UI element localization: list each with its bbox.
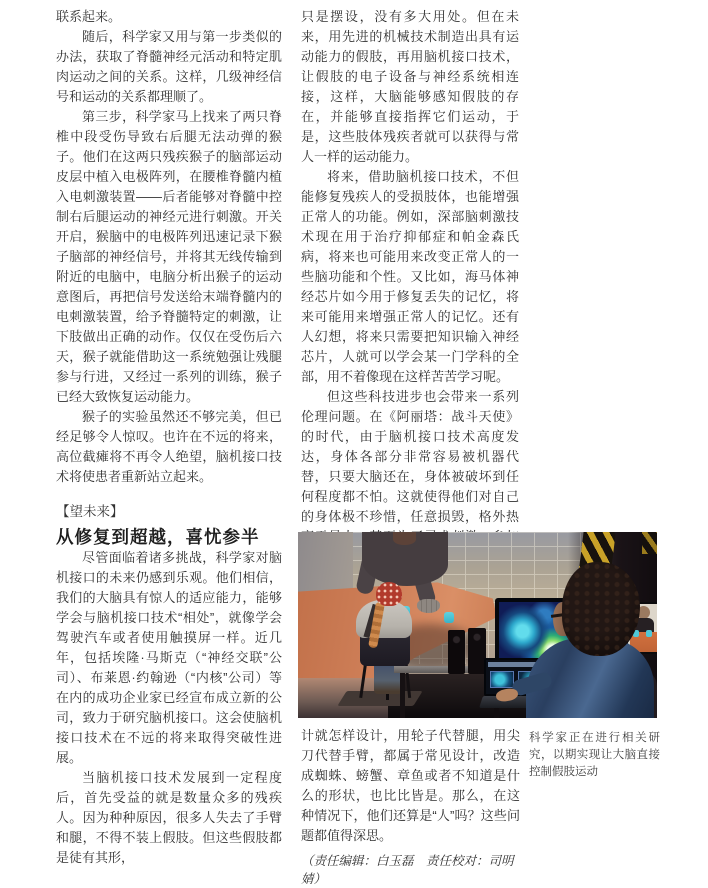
- paragraph-continuation: 联系起来。: [56, 9, 122, 24]
- editor-credit-line: （责任编辑：白玉磊 责任校对：司明婧）: [301, 854, 514, 886]
- paragraph: 猴子的实验虽然还不够完美，但已经足够令人惊叹。也许在不远的将来，高位截瘫将不再令人绝望，脑机接口技术将使患者重新站立起来。: [56, 409, 282, 484]
- section-title: 从修复到超越，喜忧参半: [56, 527, 260, 547]
- right-column-continued: [301, 726, 520, 888]
- photo-speaker: [448, 630, 465, 674]
- photo-eeg-cap: [376, 582, 402, 606]
- paragraph: 第三步，科学家马上找来了两只脊椎中段受伤导致右后腿无法动弹的猴子。他们在这两只残疾猴子的脑部运动皮层中植入电极阵列，在腰椎脊髓内植入电刺激装置——后者能够对脊髓中控制右后腿运动的神经元进行刺激。开关开启，猴脑中的电极阵列迅速记录下猴子脑部的神经信号，并将其无线传输到附近的电脑中，电脑分析出猴子的运动意图后，再把信号发送给末端脊髓内的电刺激装置，给予脊髓特定的刺激，让下肢做出正确的动作。仅仅在受伤后六天，猴子就能借助这一系统勉强让残腿参与行进，又经过一系列的训练，猴子已经大致恢复运动能力。: [56, 109, 282, 404]
- paragraph-continuation: 计就怎样设计，用轮子代替腿，用尖刀代替手臂，都属于常见设计，改造成蜘蛛、螃蟹、章鱼或者不知道是什么的形状，也比比皆是。那么，在这种情况下，他们还算是“人”吗？这些问题都值得深思。: [301, 728, 520, 843]
- photo-researcher-hair: [562, 562, 640, 656]
- photo-cyan-cup: [444, 612, 454, 623]
- paragraph: 但这些科技进步也会带来一系列伦理问题。在《阿丽塔：战斗天使》的时代，由于脑机接口技术高度发达，身体各部分非常容易被机器代替，只要大脑还在，身体被破坏到任何程度都不怕。这就使得他们对自己的身体极不珍惜，任意损毁，格外热: [301, 389, 519, 524]
- photo-laptop-window: [490, 671, 514, 688]
- paragraph: 将来，借助脑机接口技术，不但能修复残疾人的受损肢体，也能增强正常人的功能。例如，深部脑刺激技术现在用于治疗抑郁症和帕金森氏病，将来也可能用来改变正常人的一些脑功能和个性。又比如，海马体神经芯片如今用于修复丢失的记忆，将来可能用来增强正常人的记忆。还有人幻想，将来只需要把知识输入神经芯片，人就可以学会某一门学科的全部，用不着像现在这样苦苦学习呢。: [301, 169, 519, 384]
- paragraph-continuation: 只是摆设，没有多大用处。但在未来，用先进的机械技术制造出具有运动能力的假肢，再用脑机接口技术，让假肢的电子设备与神经系统相连接，这样，大脑能够感知假肢的存在，并能够直接指挥它们运动，于是，这些肢体残疾者就可以获得与常人一样的运动能力。: [301, 9, 519, 164]
- lab-photo: [298, 532, 657, 718]
- photo-caption: 科学家正在进行相关研究，以期实现让大脑直接控制假肢运动: [529, 732, 660, 778]
- right-column: [301, 7, 519, 607]
- section-tag: 【望未来】: [56, 504, 124, 519]
- photo-table-leg: [400, 673, 405, 718]
- paragraph: 当脑机接口技术发展到一定程度后，首先受益的就是数量众多的残疾人。因为种种原因，很多人失去了手臂和腿，不得不装上假肢。但这些假肢都是徒有其形，: [56, 770, 282, 865]
- left-column: [56, 7, 282, 868]
- paragraph: 尽管面临着诸多挑战，科学家对脑机接口的未来仍感到乐观。他们相信，我们的大脑具有惊人的适应能力，能够学会与脑机接口技术“相处”，就像学会驾驶汽车或者使用触摸屏一样。近几年，包括埃隆·马斯克（“神经交联”公司）、布莱恩·约翰逊（“内核”公司）等在内的成功企业家已经宣布成立新的公司，致力于研究脑机接口。这会使脑机接口技术在不远的将来取得突破性进展。: [56, 550, 282, 765]
- photo-side-display-cup: [646, 630, 652, 637]
- photo-avatar-head: [393, 532, 416, 545]
- paragraph: 随后，科学家又用与第一步类似的办法，获取了脊髓神经元活动和特定肌肉运动之间的关系。这样，几级神经信号和运动的关系都理顺了。: [56, 29, 282, 104]
- photo-hazard-stripes: [642, 532, 657, 554]
- photo-avatar-hand: [417, 599, 440, 613]
